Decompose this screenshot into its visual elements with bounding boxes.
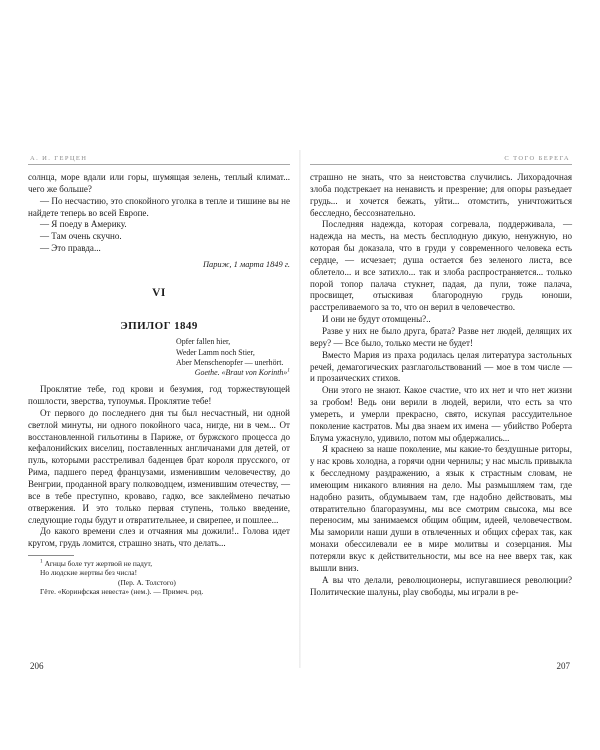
body-paragraph: И они не будут отомщены?.. — [322, 314, 431, 325]
body-paragraph: Я краснею за наше поколение, мы какие-то бездушные риторы, у нас кровь холодна, а горячи одни чернилы; у нас мысль привыкла к бесследному раздражению, а язык к страстным словам, не имеющим никакого влияния на дело. Мы размышляем там, где надобно разить, обдумываем там, где надобно действовать, мы отвратительно благоразумны, мы все смотрим свысока, мы все переносим, мы занимаемся общим общим, идеей, человечеством. Мы заморили наши души в отвлеченных и общих сферах так, как монахи обессилевали ее в мире молитвы и созерцания. Мы потеряли вкус к действительности, мы все на нее вверх так, как вышли вниз. — [310, 444, 572, 573]
footnote-mark: 1 — [40, 558, 43, 565]
footnote-line — [28, 559, 290, 568]
dialogue-line: — По несчастию, это спокойного уголка в тепле и тишине вы не найдете теперь во всей Европе. — [28, 195, 290, 218]
body-paragraph: До какого времени слез и отчаяния мы дожили!.. Голова идет кругом, грудь ломится, страшно знать, что делать... — [28, 526, 290, 549]
body-paragraph: Проклятие тебе, год крови и безумия, год торжествующей пошлости, зверства, тупоумья. Проклятие тебе! — [28, 384, 290, 407]
footnote — [28, 559, 290, 596]
body-paragraph: Разве у них не было друга, брата? Разве нет людей, делящих их веру? — Все было, только мести не будет! — [310, 325, 572, 348]
running-head-left: А. И. ГЕРЦЕН — [30, 155, 88, 162]
epigraph-note-mark: 1 — [287, 367, 290, 374]
left-page — [28, 150, 290, 670]
footnote-verse: Но людские жертвы без числа! — [40, 568, 138, 578]
right-text-column — [310, 172, 572, 598]
running-head-right: С ТОГО БЕРЕГА — [504, 155, 570, 162]
footnote-translator: (Пер. А. Толстого) — [118, 577, 176, 587]
header-rule-left — [28, 164, 290, 165]
chapter-title: ЭПИЛОГ 1849 — [120, 319, 198, 332]
epigraph-line: Opfer fallen hier, — [176, 337, 231, 347]
epigraph-source — [146, 368, 290, 378]
footnote-separator — [28, 555, 74, 556]
body-paragraph: Вместо Мария из праха родилась целая литература застольных речей, демагогических разглагольствований — мое в том числе — и прозаических стихов. — [310, 349, 572, 384]
dialogue-line: — Это правда... — [40, 243, 101, 254]
epigraph-line: Weder Lamm noch Stier, — [176, 347, 255, 357]
left-text-column — [28, 172, 290, 596]
epigraph — [28, 337, 290, 378]
place-date: Париж, 1 марта 1849 г. — [202, 259, 290, 269]
dialogue-line: — Там очень скучно. — [40, 231, 122, 242]
footnote-verse: Агнцы боле тут жертвой не падут, — [44, 559, 153, 569]
body-paragraph: Они этого не знают. Какое счастие, что их нет и что нет жизни за гробом! Ведь они верили в людей, верили, что есть за что умереть, и умерли прекрасно, свято, искупая рассудительное поколение кастратов. Мы два знаем их имена — убийство Роберта Блума ужаснуло, удивило, потом мы обдержались... — [310, 385, 572, 443]
epigraph-line: Aber Menschenopfer — unerhört. — [176, 357, 284, 367]
opening-text: солнца, море вдали или горы, шумящая зелень, теплый климат... чего же больше? — [28, 172, 290, 194]
page-number-right: 207 — [556, 661, 570, 671]
page-number-left: 206 — [30, 661, 44, 671]
epigraph-source-text: Goethe. «Braut von Korinth» — [194, 368, 288, 378]
header-rule-right — [310, 164, 572, 165]
footnote-note: Гёте. «Коринфская невеста» (нем.). — Примеч. ред. — [40, 586, 204, 596]
body-paragraph: Последняя надежда, которая согревала, поддерживала, — надежда на месть, на месть бесплодную дикую, ненужную, но которая бы доказала, что в груди у современного человека есть сердце, — исчезает; душа остается без зеленого листа, все облетело... и все затихло... так и злоба распространяется... только порой топор палача стукнет, падая, да пули, тоже палача, просвищет, отыскивая благородную грудь юноши, расстреливаемого за то, что он верил в человечество. — [310, 219, 572, 313]
chapter-number: VI — [152, 286, 166, 299]
body-paragraph: От первого до последнего дня ты был несчастный, ни одной светлой минуты, ни одного покойного часа, нигде, ни в чем... От восстановленной гильотины в Париже, от буржского процесса до кефалонийских виселиц, поставленных англичанами для детей, от пуль, которыми расстреливал баденцев брат короля прусского, от Рима, падшего перед французами, изменившим человечеству, до Венгрии, проданной врагу полководцем, изменившим отечеству, — все в тебе преступно, кроваво, гадко, все заклеймено печатью отвержения. И это только первая ступень, только введение, следующие годы будут и отвратительнее, и свирепее, и пошлее... — [28, 407, 290, 525]
right-page — [310, 150, 572, 670]
dialogue-line: — Я поеду в Америку. — [40, 219, 127, 230]
page-gutter — [299, 150, 301, 668]
body-paragraph: страшно не знать, что за неистовства случились. Лихорадочная злоба подстрекает на ненависть и презрение; для опоры разъедает грудь... и хочется бежать, уйти... отомстить, уничтожиться бесследно, бессознательно. — [310, 172, 572, 218]
body-paragraph: А вы что делали, революционеры, испугавшиеся революции? Политические шалуны, play свободы, мы играли в ре- — [310, 574, 572, 597]
